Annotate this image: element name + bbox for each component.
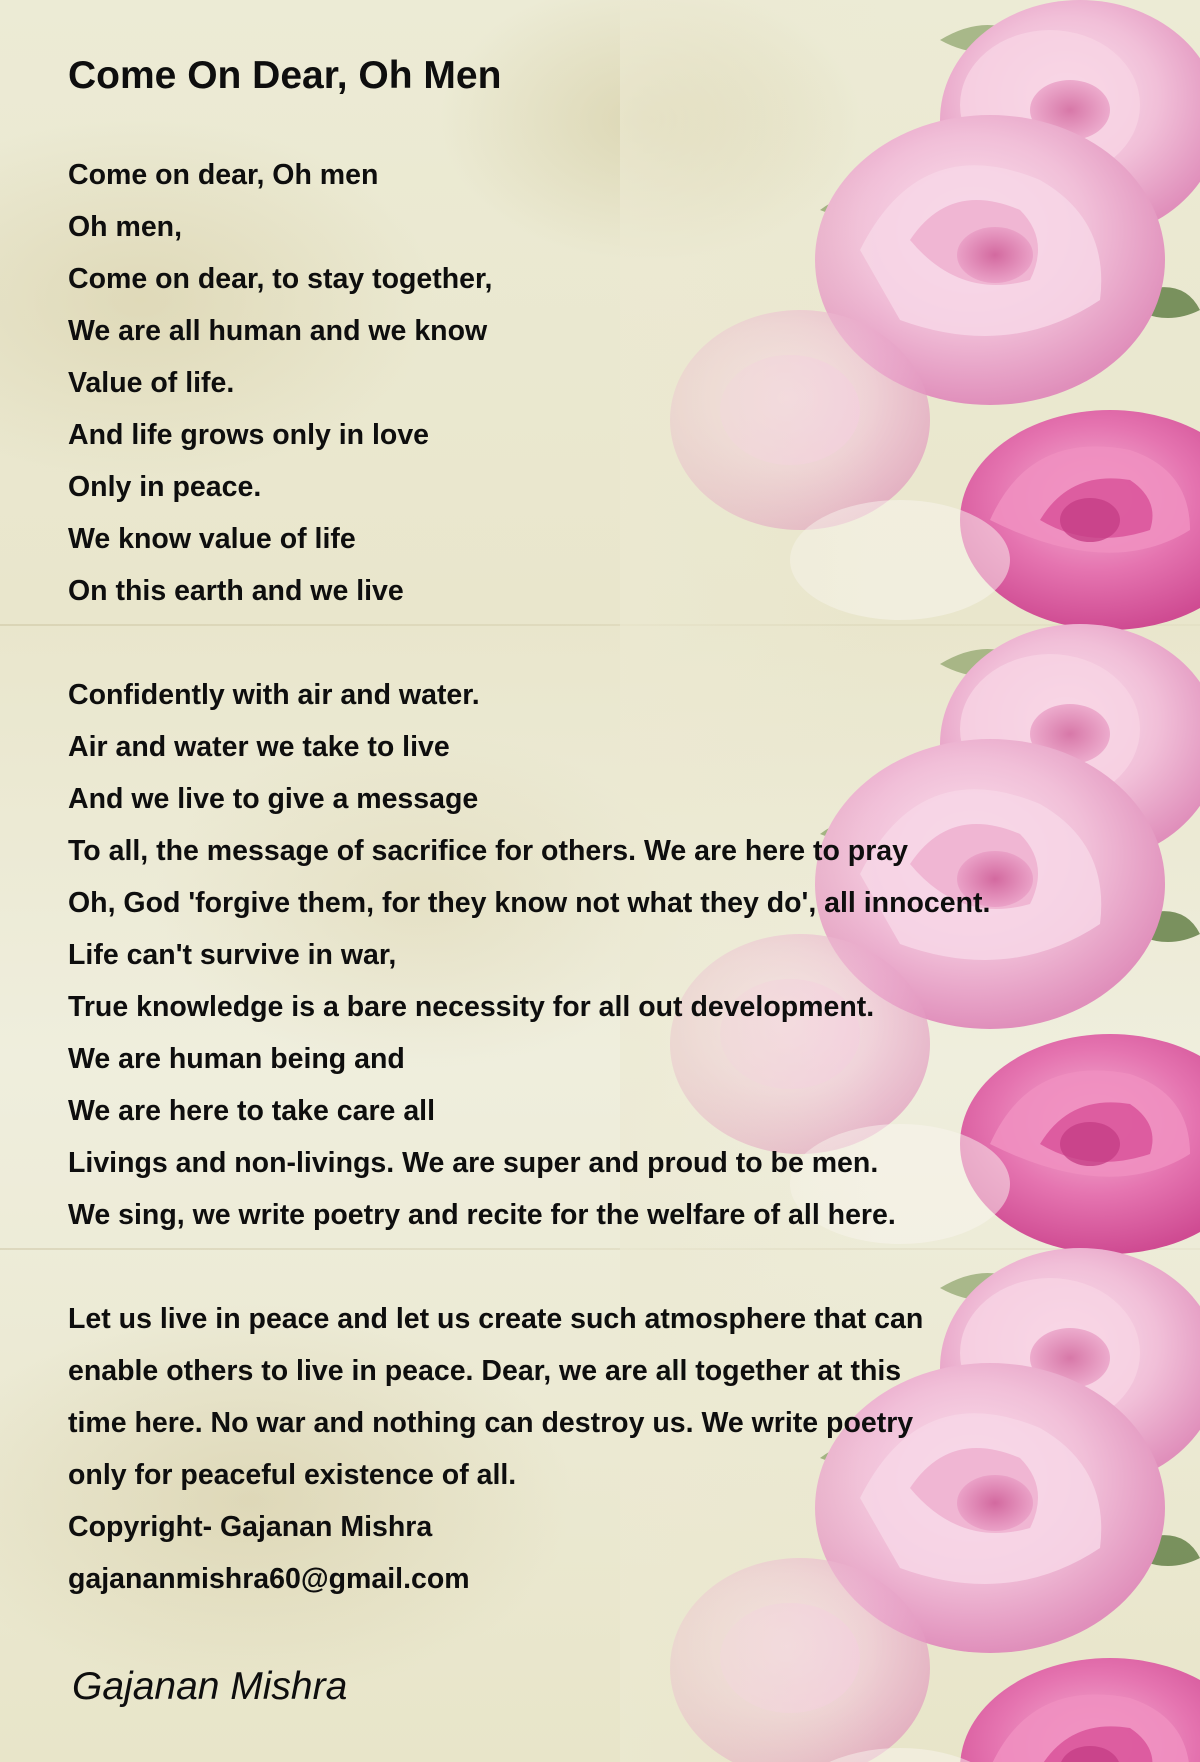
poem-line: Let us live in peace and let us create such atmosphere that can xyxy=(68,1303,924,1335)
poem-line: Oh men, xyxy=(68,211,183,243)
poem-line: Oh, God 'forgive them, for they know not what they do', all innocent. xyxy=(68,887,991,919)
poem-line: We know value of life xyxy=(68,523,356,555)
poem-title: Come On Dear, Oh Men xyxy=(68,54,502,97)
poem-line: enable others to live in peace. Dear, we are all together at this xyxy=(68,1355,902,1387)
copyright-line: Copyright- Gajanan Mishra xyxy=(68,1511,433,1543)
poem-line: And life grows only in love xyxy=(68,419,430,451)
poem-line: time here. No war and nothing can destroy us. We write poetry xyxy=(68,1407,914,1439)
author-signature: Gajanan Mishra xyxy=(72,1665,348,1708)
poem-line: We are all human and we know xyxy=(68,315,488,347)
author-email: gajananmishra60@gmail.com xyxy=(68,1563,470,1595)
stanza-2 xyxy=(68,669,990,1241)
poem-line: Only in peace. xyxy=(68,471,262,503)
poem-line: And we live to give a message xyxy=(68,783,479,815)
poem-line: True knowledge is a bare necessity for all out development. xyxy=(68,991,875,1023)
poem-line: Come on dear, to stay together, xyxy=(68,263,493,295)
poem-line: On this earth and we live xyxy=(68,575,404,607)
poem-line: Livings and non-livings. We are super and proud to be men. xyxy=(68,1147,879,1179)
stanza-3 xyxy=(68,1293,923,1605)
poem-line: We are here to take care all xyxy=(68,1095,436,1127)
poem-line: Air and water we take to live xyxy=(68,731,450,763)
poem-line: Value of life. xyxy=(68,367,235,399)
stanza-1 xyxy=(68,149,492,617)
poem-line: Come on dear, Oh men xyxy=(68,159,379,191)
poem-line: Confidently with air and water. xyxy=(68,679,480,711)
poem-line: Life can't survive in war, xyxy=(68,939,397,971)
poem-line: We are human being and xyxy=(68,1043,405,1075)
poem-line: only for peaceful existence of all. xyxy=(68,1459,517,1491)
poem-line: We sing, we write poetry and recite for the welfare of all here. xyxy=(68,1199,896,1231)
poem-line: To all, the message of sacrifice for others. We are here to pray xyxy=(68,835,908,867)
